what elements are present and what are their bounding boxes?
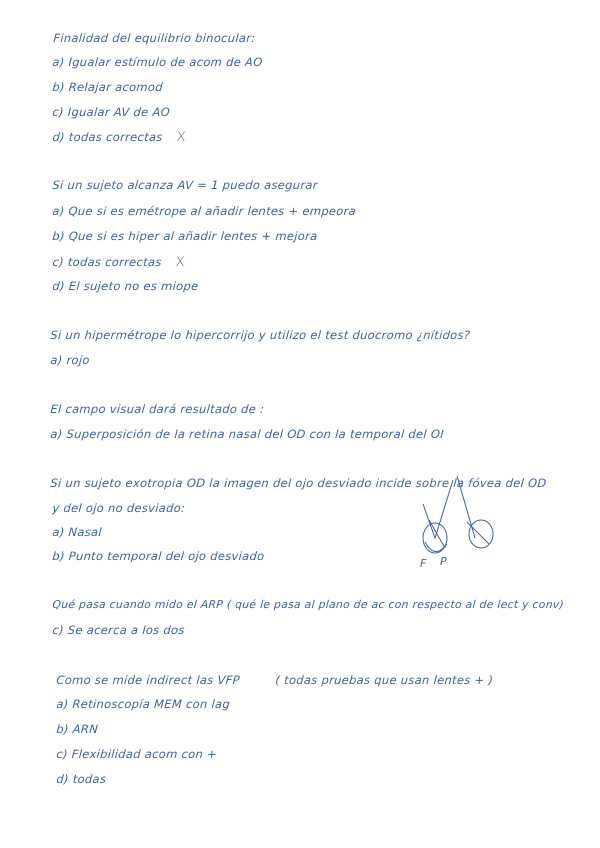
q1-option-b: b) Relajar acomod xyxy=(51,80,164,94)
q4-option-a: a) Superposición de la retina nasal del OD con la temporal del OI xyxy=(49,427,445,441)
q3-title: Si un hipermétrope lo hipercorrijo y utilizo el test duocromo ¿nítidos? xyxy=(49,328,471,342)
right-eye-circle xyxy=(469,520,493,548)
q2-option-b: b) Que si es hiper al añadir lentes + mejora xyxy=(51,229,318,243)
q2-option-c: c) todas correctas X xyxy=(52,255,186,270)
q1-option-a: a) Igualar estímulo de acom de AO xyxy=(51,55,264,69)
q5-option-a: a) Nasal xyxy=(51,525,103,539)
q7-title: Como se mide indirect las VFP xyxy=(55,673,241,687)
q2-title: Si un sujeto alcanza AV = 1 puedo asegurar xyxy=(51,178,319,192)
sketch-ray-3 xyxy=(457,476,475,538)
q1-option-c: c) Igualar AV de AO xyxy=(51,105,171,119)
q7-option-d: d) todas xyxy=(55,772,107,786)
q5-option-b: b) Punto temporal del ojo desviado xyxy=(51,549,265,563)
q1-title: Finalidad del equilibrio binocular: xyxy=(52,31,256,45)
q7-option-c: c) Flexibilidad acom con + xyxy=(55,747,218,761)
sketch-ray-2 xyxy=(429,520,445,548)
q1-cross-mark: X xyxy=(176,130,187,145)
q7-option-b: b) ARN xyxy=(55,722,99,736)
sketch-ray-1 xyxy=(423,480,453,538)
q1-option-d: d) todas correctas X xyxy=(52,130,187,145)
q4-title: El campo visual dará resultado de : xyxy=(49,402,265,416)
q7-note: ( todas pruebas que usan lentes + ) xyxy=(274,673,494,687)
q2-option-a: a) Que si es emétrope al añadir lentes + empeora xyxy=(51,204,357,218)
q6-option-c: c) Se acerca a los dos xyxy=(51,623,186,637)
q2-option-d: d) El sujeto no es miope xyxy=(51,279,199,293)
q2-cross-mark: X xyxy=(175,255,186,270)
sketch-label-f: F xyxy=(420,557,427,570)
q5-title-line2: y del ojo no desviado: xyxy=(51,501,186,515)
q6-title: Qué pasa cuando mido el ARP ( qué le pasa al plano de ac con respecto al de lect y conv) xyxy=(51,598,565,611)
q5-title-line1: Si un sujeto exotropia OD la imagen del ojo desviado incide sobre la fóvea del OD xyxy=(49,476,548,490)
q7-option-a: a) Retinoscopía MEM con lag xyxy=(55,697,231,711)
sketch-label-p: P xyxy=(440,555,447,568)
q3-option-a: a) rojo xyxy=(49,353,91,367)
